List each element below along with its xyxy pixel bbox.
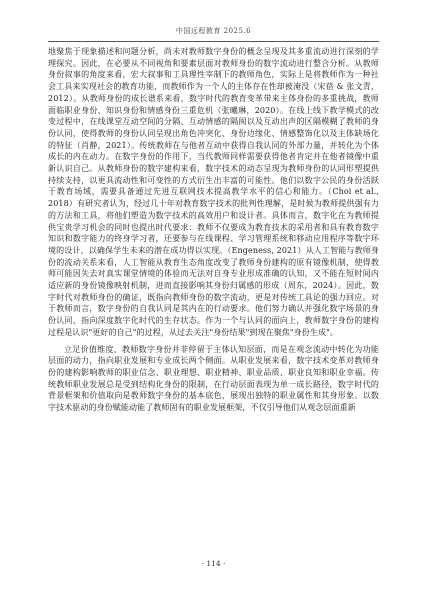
page-number: · 114 · <box>201 559 226 568</box>
header-divider <box>48 41 379 42</box>
paragraph: 地聚焦于现象描述和问题分析，尚未对教师数字身份的概念呈现及其多重流动进行深刻的学理探究。因此，在必要从不同视角和要素层面对教师身份的数字流动进行整合分析。从教师身份叙事的角度来看，宏大叙事和工具理性宰制下的教师角色，实际上是将教师作为一种社会工具来实现社会的教育功能，而教师作为一个人的主体存在性却被淹没（宋蓓 & 张文青，2012）。从教师身份的成长谱系来看，数字时代的教育变革带来主体身份的多重挑战，教师面临职业身份、知识身份和情感身份三重危机（张曦琳，2020）。在线上线下教学模式的改变过程中，在线课堂互动空间的分隔、互动情感的隔阂以及互动出声的区隔模糊了教师的身份认同，使得教师的身份认同呈现出角色冲突化、身份边缘化、情感整饰化以及主体缺场化的特征（肖静，2021）。传统教师在与他者互动中获得自我认同的外部力量，并转化为个体成长的内在动力。在数字身份的作用下，当代教师同样需要获得他者肯定并在他者镜像中重新认识自己。从教师身份的数字建构来看，数字技术的动态呈现为教师身份的认同形塑提供持续支持，以更具流动性和可变性的方式衍生出丰富的可能性。他们以数字公民的身份活跃于教育场域，需要具备通过先进互联网技术提高教学水平的信心和能力。（Choi et al., 2018）有研究者认为，经过几十年对教育数字技术的批判性理解，是时候为教师提供强有力的方法和工具，将他们塑造为数字技术的高效用户和设计者。具体而言，数字化在为教师提供宝贵学习机会的同时也提出时代要求：教师不仅要成为教育技术的采用者和具有教育数字知识和数字能力的终身学习者，还要参与在线课程、学习管理系统和移动应用程序等数字环境的设计，以确保学生未来的潜在成功得以实现。（Engeness, 2021）从人工智能与教师身份的流动关系来看，人工智能从教育生态角度改变了教师身份建构的原有镜像机制，使得教师可能因失去对真实课堂情境的体验而无法对自身专业形成准确的认知，又不能在短时间内适应新的身份镜像映射机制，进而直接影响其身份归属感的形成（周东，2024）。因此，数字时代对教师身份的确证，既指向教师身份的数字流动，更是对传统工具论的强力回应。对于教师而言，数字身份的自我认同是其内在的行动要求。他们努力确认并强化数字场景的身份认同，指向深度数字化时代的生存状态。作为一个与认同的面向上，教师数字身份的建构过程是认识"更好的自己"的过程，从过去关注"身份结果"到现在聚焦"身份生成"。 <box>48 47 379 337</box>
paragraph: 立足价值维度，教师数字身份并非停留于主体认知层面，而是在观念流动中转化为功能层面的动力，指向职业发展和专业成长两个侧面。从职业发展来看，数字技术变革对教师身份的建构影响教师的职业信念、职业理想、职业精神、职业品质、职业良知和职业幸福。传统教师职业发展总是受到结构化身份的限制，在行动层面表现为单一成长路径，数字时代的背景框架和价值取向是教师数字身份的基本底色，展现出独特的职业属性和其身形象。以数字技术驱动的身份赋能动能了教师固有的职业发展框架，不仅引导他们从观念层面重新 <box>48 344 379 413</box>
running-header: 中国远程教育 2025.6 <box>175 27 252 35</box>
body-text <box>48 46 379 419</box>
